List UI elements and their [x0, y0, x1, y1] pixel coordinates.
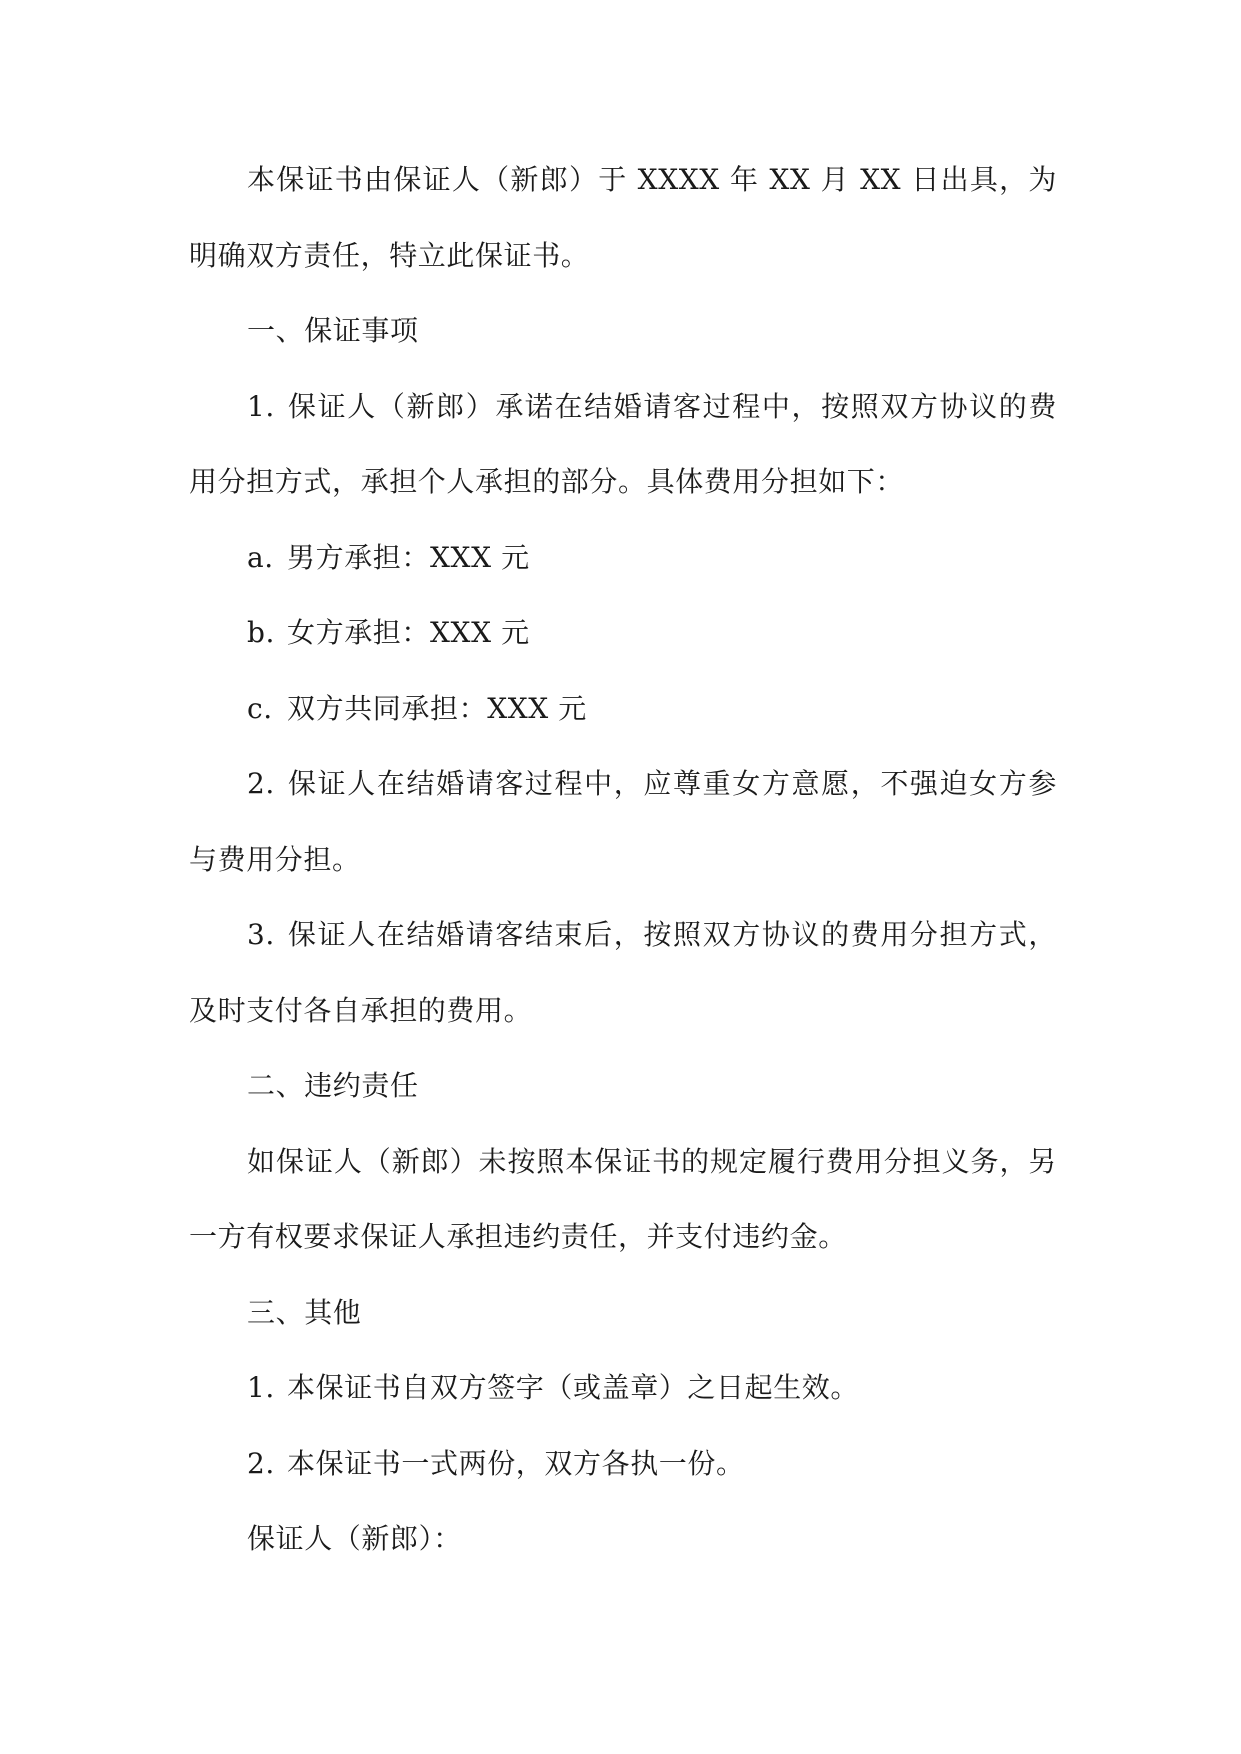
item-text: 保证人（新郎）承诺在结婚请客过程中，按照双方协议的费用分担方式，承担个人承担的部分。具体费用分担如下： — [189, 389, 1057, 498]
other-item-2 — [189, 1426, 1057, 1502]
cost-share-item-c — [189, 671, 1057, 747]
item-number: 2. — [247, 1446, 275, 1480]
section-heading-breach: 二、违约责任 — [247, 1069, 419, 1102]
item-number: 2. — [247, 767, 275, 800]
guarantee-item-2 — [189, 746, 1057, 897]
breach-paragraph: 如保证人（新郎）未按照本保证书的规定履行费用分担义务，另一方有权要求保证人承担违约责任，并支付违约金。 — [189, 1144, 1057, 1253]
item-text: 双方共同承担：XXX 元 — [287, 691, 587, 725]
other-item-1 — [189, 1350, 1057, 1426]
item-number: 3. — [247, 918, 275, 951]
document-body — [189, 142, 1057, 1577]
item-text: 保证人在结婚请客结束后，按照双方协议的费用分担方式，及时支付各自承担的费用。 — [189, 918, 1057, 1027]
guarantee-item-1 — [189, 369, 1057, 520]
item-text: 本保证书自双方签字（或盖章）之日起生效。 — [287, 1371, 860, 1404]
cost-share-item-a — [189, 520, 1057, 596]
item-number: b. — [247, 616, 276, 649]
item-number: c. — [247, 691, 273, 725]
cost-share-item-b — [189, 595, 1057, 671]
item-number: a. — [247, 540, 274, 574]
item-number: 1. — [247, 1371, 275, 1404]
signature-label: 保证人（新郎）： — [247, 1522, 462, 1555]
intro-paragraph: 本保证书由保证人（新郎）于 XXXX 年 XX 月 XX 日出具，为明确双方责任，特立此保证书。 — [189, 163, 1057, 272]
item-text: 本保证书一式两份，双方各执一份。 — [287, 1446, 745, 1480]
item-text: 女方承担：XXX 元 — [287, 616, 530, 649]
item-number: 1. — [247, 389, 275, 423]
guarantee-item-3 — [189, 897, 1057, 1048]
item-text: 保证人在结婚请客过程中，应尊重女方意愿，不强迫女方参与费用分担。 — [189, 767, 1057, 876]
section-heading-other: 三、其他 — [247, 1295, 362, 1329]
section-heading-guarantee-items: 一、保证事项 — [247, 314, 419, 347]
item-text: 男方承担：XXX 元 — [287, 540, 530, 574]
